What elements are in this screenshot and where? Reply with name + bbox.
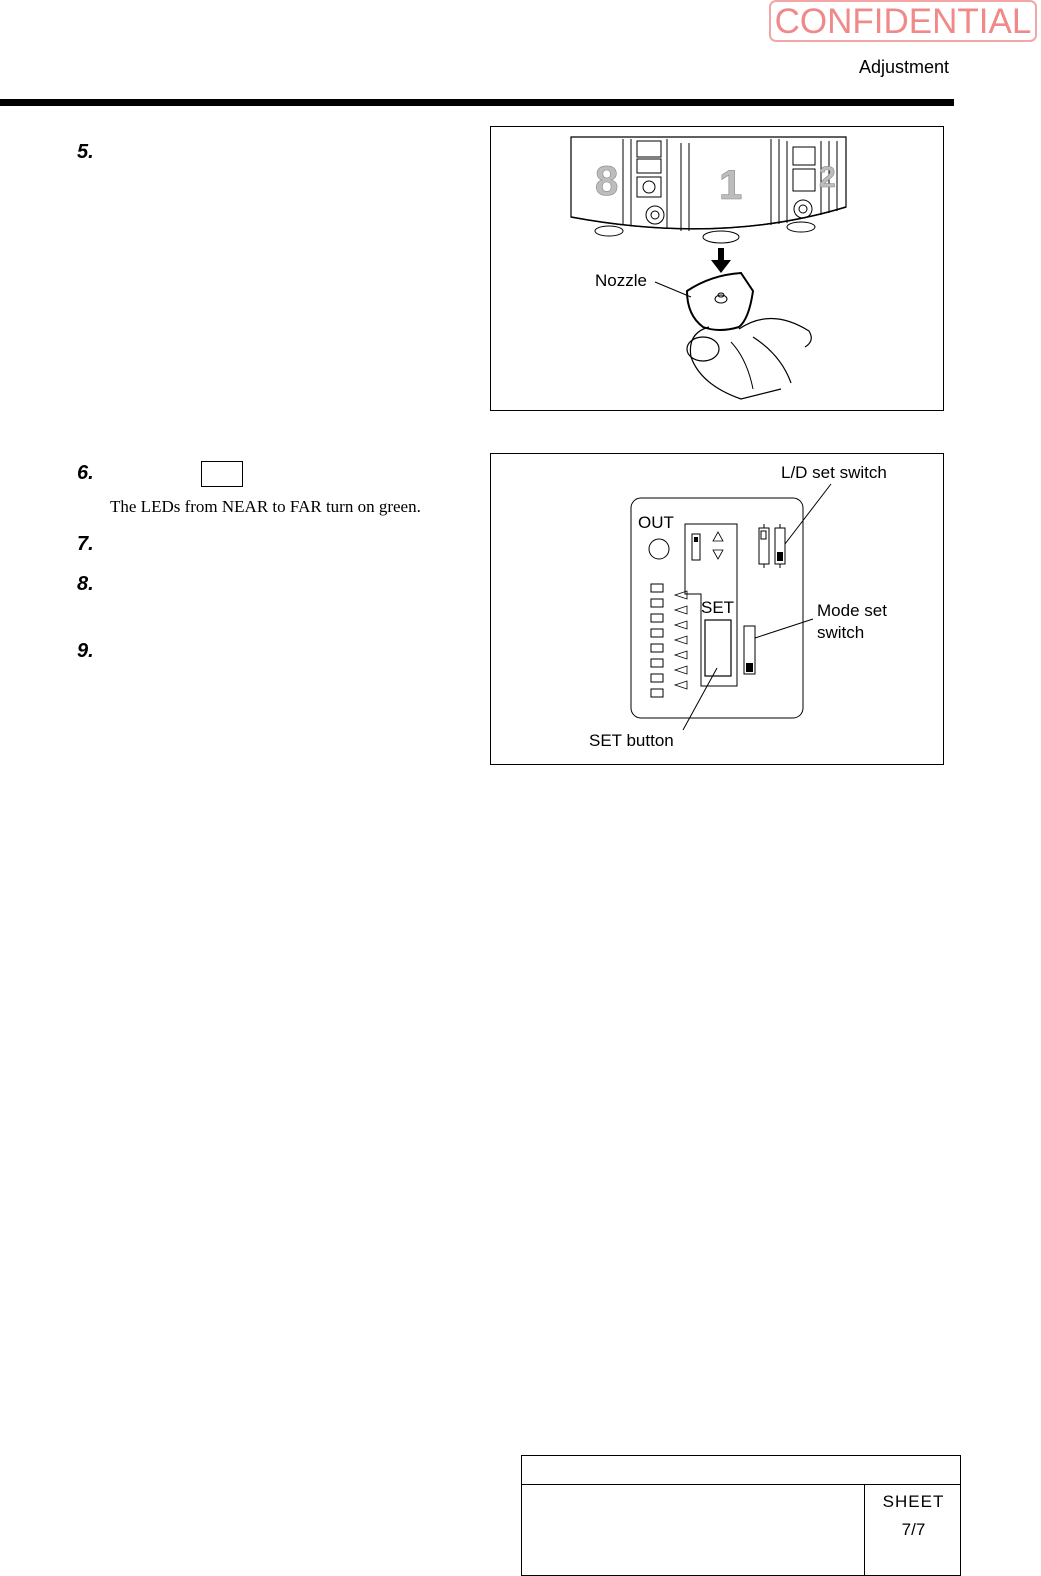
step-6-note: The LEDs from NEAR to FAR turn on green. [110, 497, 421, 516]
turret-digit-left: 8 [595, 157, 619, 204]
title-block-sheet-cell [864, 1484, 962, 1576]
callout-mode-set-switch-line1: Mode set [817, 601, 887, 620]
step-number-8: 8. [77, 573, 94, 595]
panel-set-label: SET [701, 598, 735, 617]
step-number-9: 9. [77, 640, 94, 662]
section-title: Adjustment [858, 57, 949, 77]
up-triangle-icon [713, 532, 723, 541]
title-block [521, 1455, 961, 1576]
set-button [705, 620, 731, 676]
title-block-header-row [522, 1456, 960, 1485]
down-arrow-icon [711, 248, 731, 273]
step-number-5: 5. [77, 141, 94, 163]
turret-digit-center: 1 [719, 161, 743, 208]
header-rule [0, 99, 954, 106]
sheet-label: SHEET [882, 1492, 945, 1511]
turret-digit-right: 2 [819, 161, 836, 194]
sheet-value: 7/7 [901, 1520, 926, 1539]
callout-nozzle: Nozzle [595, 271, 647, 290]
nozzle-illustration [491, 127, 943, 410]
callout-ld-set-switch: L/D set switch [781, 463, 887, 482]
figure-amplifier-panel [490, 453, 944, 765]
callout-set-button: SET button [589, 731, 674, 750]
step-number-7: 7. [77, 533, 94, 555]
step-number-6: 6. [77, 462, 94, 484]
callout-mode-set-switch-line2: switch [817, 623, 865, 642]
down-triangle-icon [713, 550, 723, 559]
led-pointer-triangles [675, 591, 687, 689]
out-indicator-led [649, 539, 669, 559]
confidential-stamp: CONFIDENTIAL [769, 0, 1037, 42]
figure-nozzle-mounting [490, 126, 944, 411]
led-level-bar [651, 584, 663, 697]
panel-out-label: OUT [638, 513, 674, 532]
key-placeholder-box [201, 461, 243, 487]
amplifier-panel-illustration [491, 454, 943, 764]
